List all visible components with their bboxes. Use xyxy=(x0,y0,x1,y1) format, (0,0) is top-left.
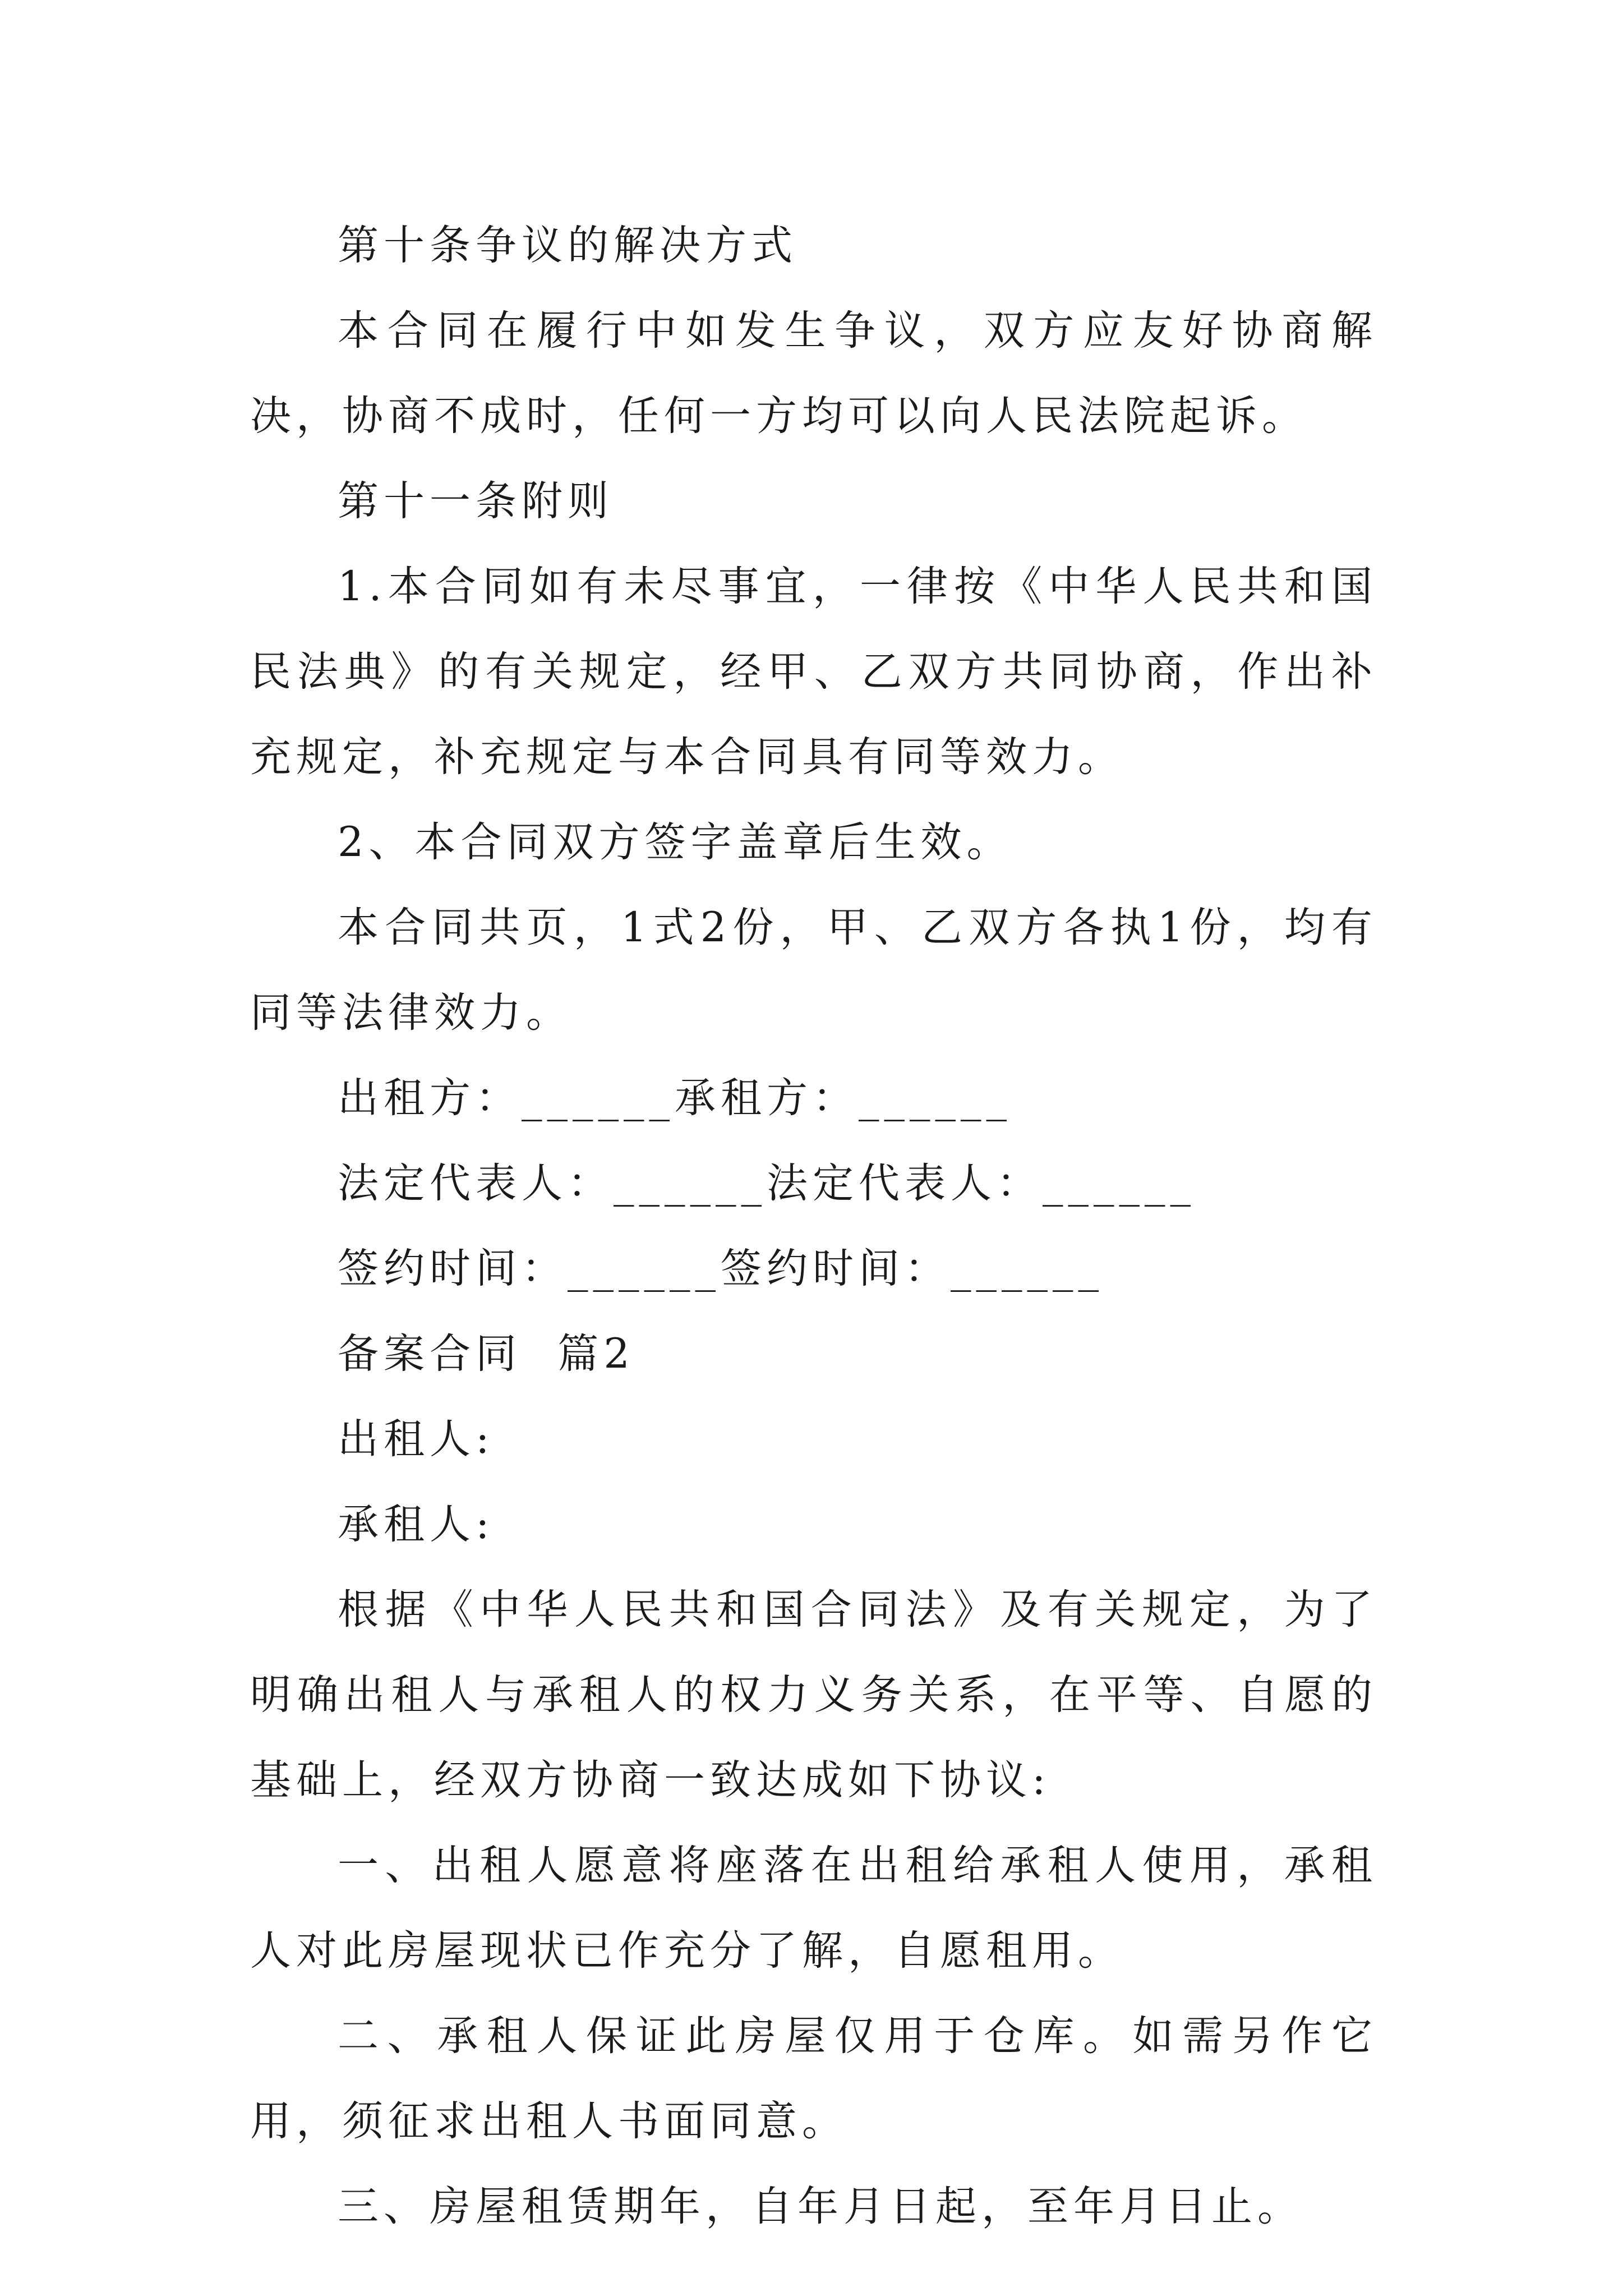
paragraph-supplementary-rules: 1.本合同如有未尽事宜，一律按《中华人民共和国民法典》的有关规定，经甲、乙双方共同协商，作出补充规定，补充规定与本合同具有同等效力。 xyxy=(250,563,1377,781)
paragraph-clause-1: 一、出租人愿意将座落在出租给承租人使用，承租人对此房屋现状已作充分了解，自愿租用。 xyxy=(250,1842,1377,1975)
section-heading-article-10: 第十条争议的解决方式 xyxy=(338,222,797,269)
signature-line-parties: 出租方：______承租方：______ xyxy=(338,1074,1012,1122)
section-heading-article-11: 第十一条附则 xyxy=(338,477,614,525)
section-heading-contract-2: 备案合同 篇2 xyxy=(338,1330,635,1378)
signature-line-representatives: 法定代表人：______法定代表人：______ xyxy=(338,1159,1196,1207)
paragraph-dispute-resolution: 本合同在履行中如发生争议，双方应友好协商解决，协商不成时，任何一方均可以向人民法院起诉。 xyxy=(250,307,1377,440)
document-body xyxy=(250,203,1377,2249)
paragraph-preamble: 根据《中华人民共和国合同法》及有关规定，为了明确出租人与承租人的权力义务关系，在平等、自愿的基础上，经双方协商一致达成如下协议: xyxy=(250,1586,1377,1804)
field-lessor: 出租人: xyxy=(338,1415,495,1463)
field-lessee: 承租人: xyxy=(338,1501,495,1548)
paragraph-copies-clause: 本合同共页，1式2份，甲、乙双方各执1份，均有同等法律效力。 xyxy=(250,904,1377,1037)
paragraph-clause-3: 三、房屋租赁期年，自年月日起，至年月日止。 xyxy=(338,2183,1303,2230)
signature-line-dates: 签约时间：______签约时间：______ xyxy=(338,1245,1104,1292)
paragraph-effective-clause: 2、本合同双方签字盖章后生效。 xyxy=(338,818,1013,866)
paragraph-clause-2: 二、承租人保证此房屋仅用于仓库。如需另作它用，须征求出租人书面同意。 xyxy=(250,2012,1377,2145)
